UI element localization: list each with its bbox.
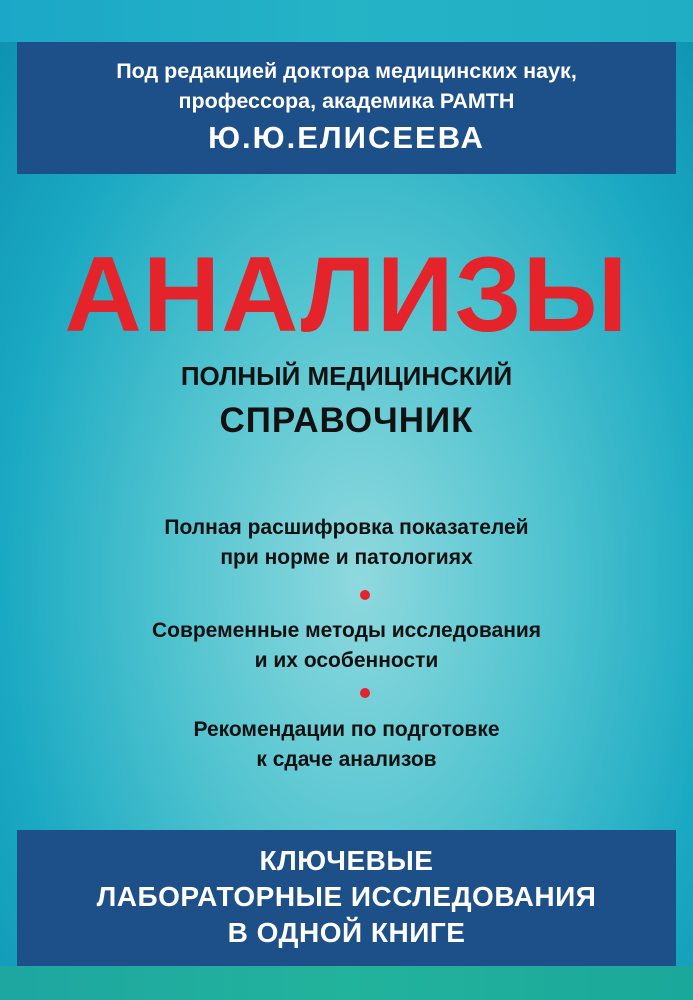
banner-line-2: ЛАБОРАТОРНЫЕ ИССЛЕДОВАНИЯ [96,881,597,912]
top-color-strip [0,0,693,42]
banner-line-1: КЛЮЧЕВЫЕ [259,845,434,876]
editor-credit-line-2: профессора, академика РАМТН [178,89,515,113]
feature-item [0,616,693,676]
banner-line-3: В ОДНОЙ КНИГЕ [227,917,466,948]
book-title: АНАЛИЗЫ [64,234,629,354]
feature-line: Современные методы исследования [151,619,542,642]
editor-credit-line-1: Под редакцией доктора медицинских наук, [116,59,577,83]
feature-item [0,715,693,775]
editor-name: Ю.Ю.ЕЛИСЕЕВА [208,120,485,155]
feature-line: Полная расшифровка показателей [164,516,529,539]
subtitle-line-1: ПОЛНЫЙ МЕДИЦИНСКИЙ [180,361,513,391]
red-bullet-dot [360,688,370,698]
feature-item [0,513,693,573]
feature-line: при норме и патологиях [220,546,473,569]
feature-line: и их особенности [254,649,439,672]
feature-line: Рекомендации по подготовке [193,718,500,741]
red-bullet-dot [360,590,370,600]
feature-line: к сдаче анализов [256,748,437,771]
bottom-color-strip [0,966,693,1000]
editor-banner [17,42,676,174]
bottom-banner [17,830,676,966]
subtitle-line-2: СПРАВОЧНИК [219,401,474,440]
